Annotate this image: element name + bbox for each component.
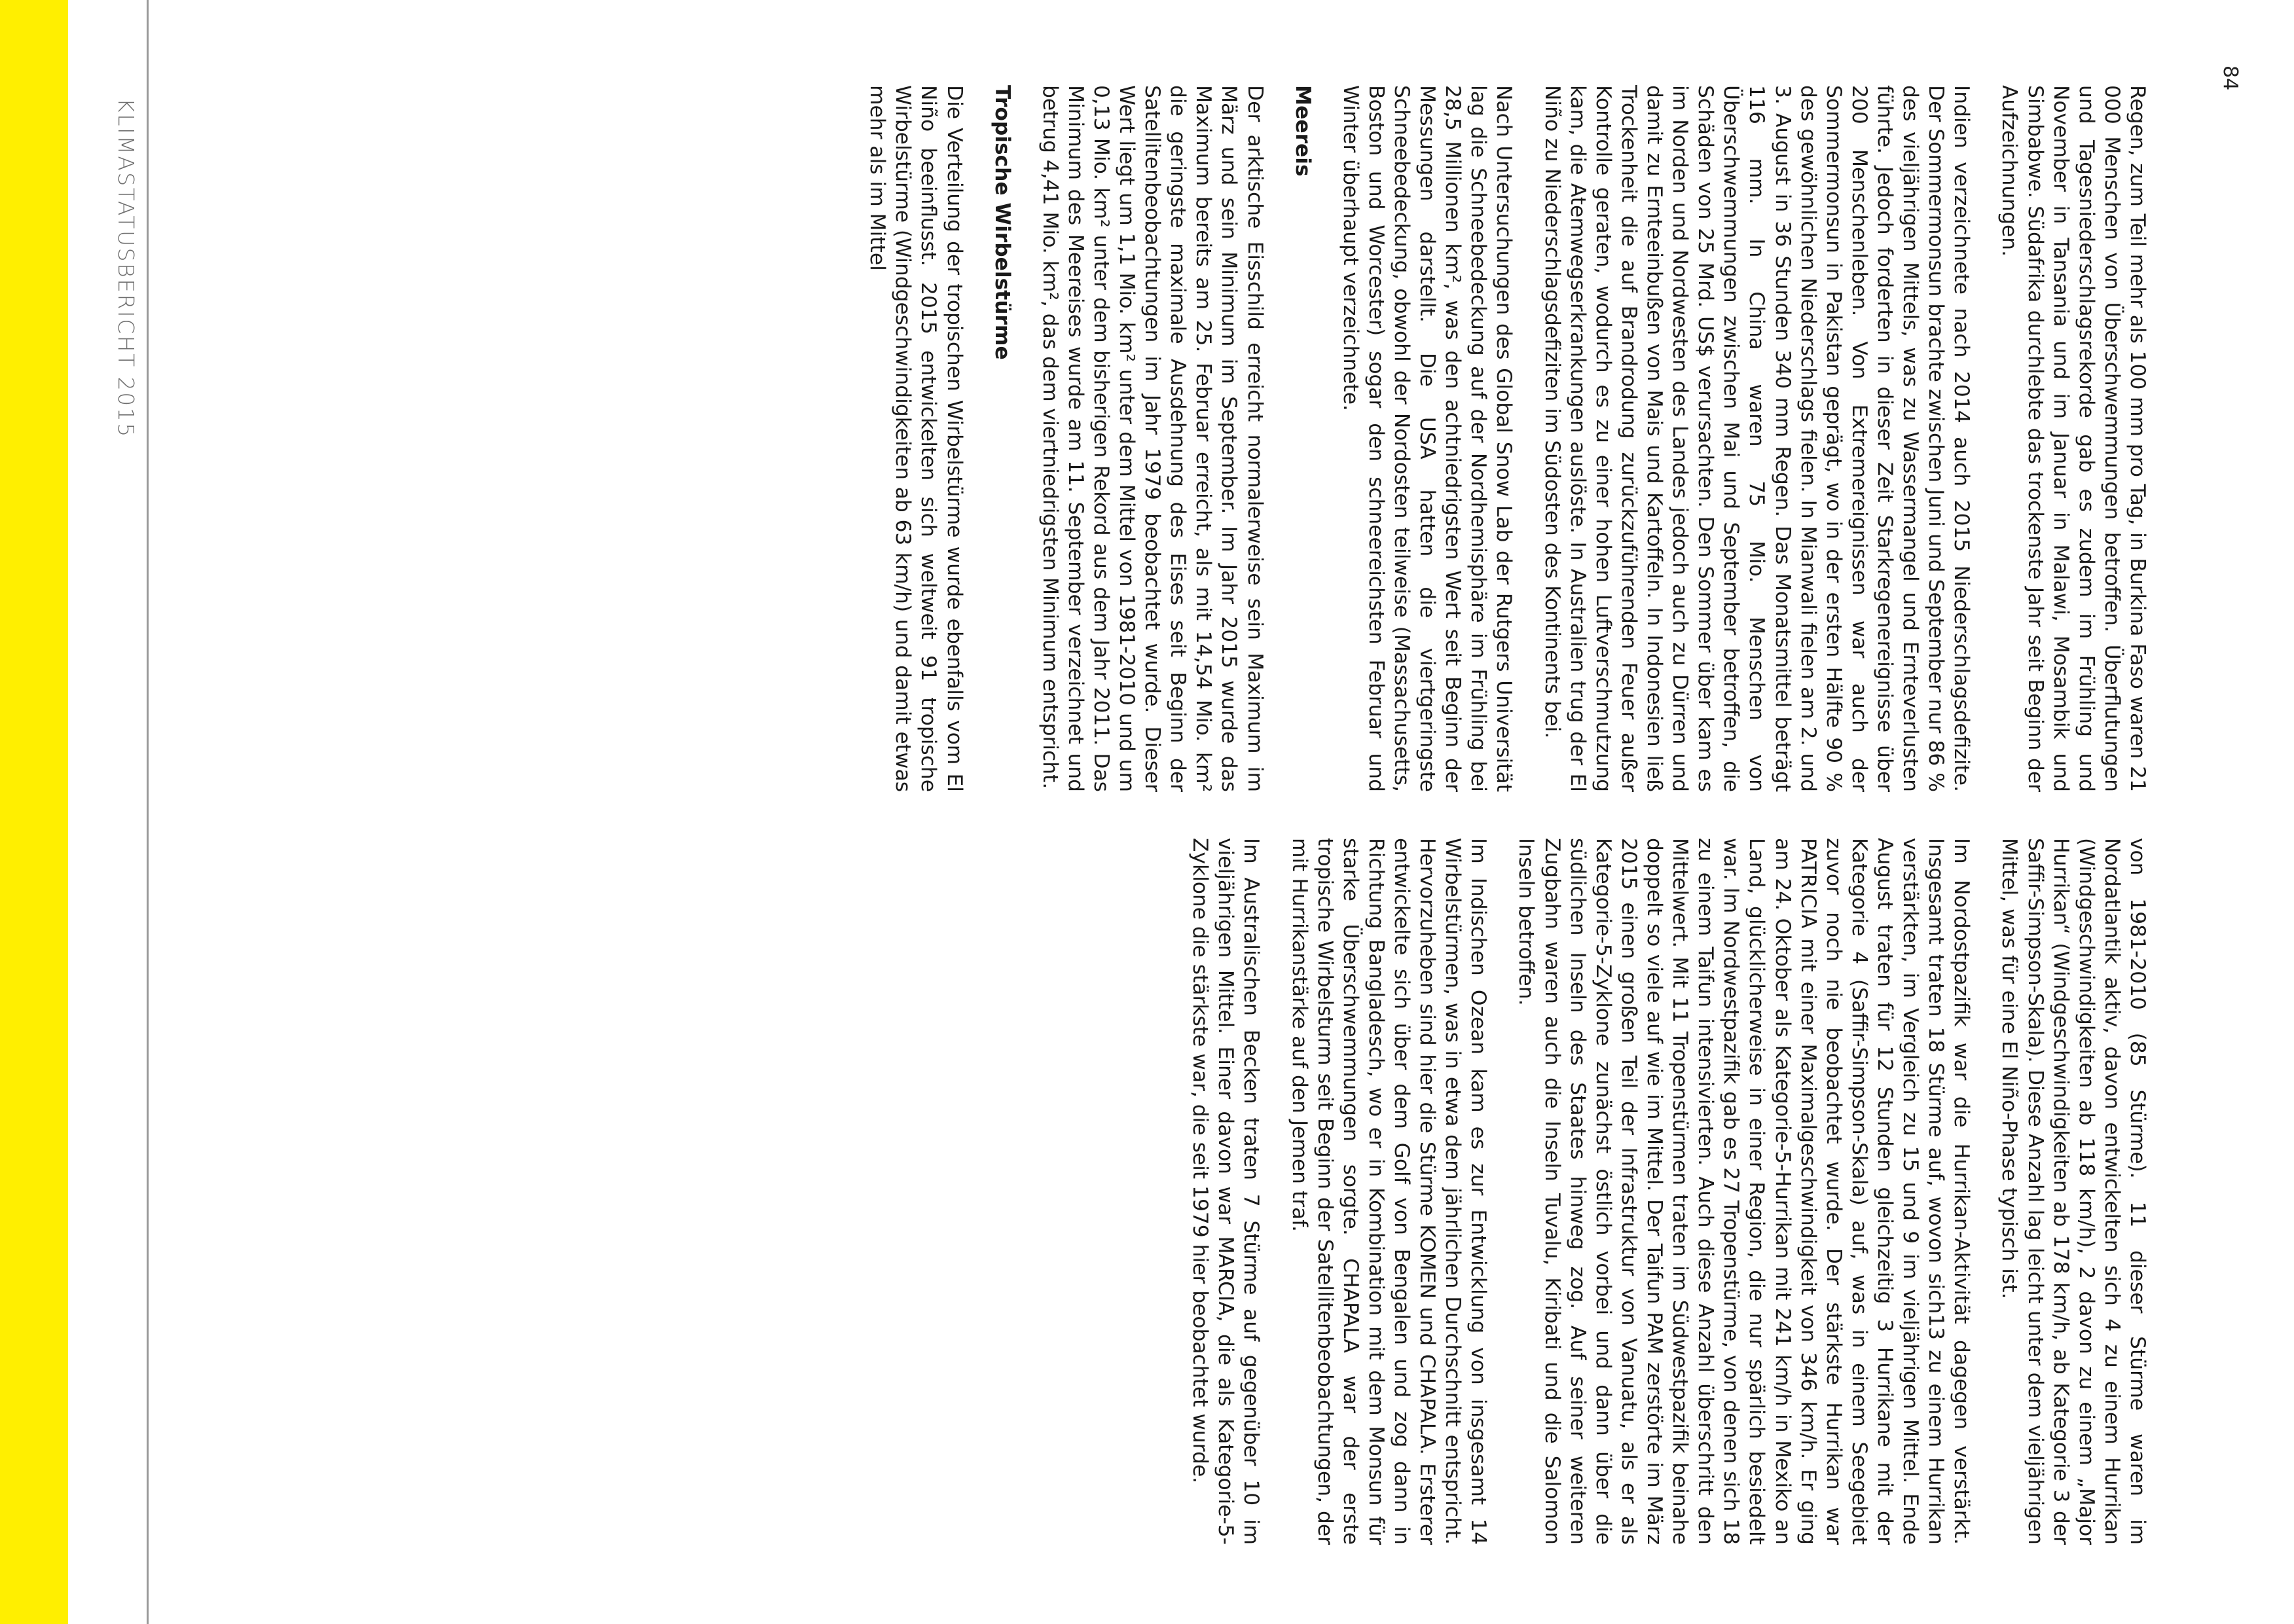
- paragraph-australian-basin: Im Australischen Becken traten 7 Stürme auf gegenüber 10 im vieljährigen Mittel. Einer davon war MARCIA, die als Kategorie-5-Zyklone die stärkste war, die seit 1979 hier beobachtet wurde.: [1188, 838, 1264, 1545]
- page-number: 84: [2219, 65, 2242, 91]
- section-heading-meereis: Meereis: [1290, 85, 1315, 177]
- paragraph-pacific: Im Nordostpazifik war die Hurrikan-Aktivität dagegen verstärkt. Insgesamt traten 18 Stürme auf, wovon sich13 zu einem Hurrikan verstärkten, im Vergleich zu 15 und 9 im vieljährigen Mittel. Ende August traten für 12 Stunden gleichzeitig 3 Hurrikane mit der Kategorie 4 (Saffir-Simpson-Skala) auf, was in einem Seegebiet zuvor noch nie beobachtet wurde. Der stärkste Hurrikan war PATRICIA mit einer Maximalgeschwindigkeit von 346 km/h. Er ging am 24. Oktober als Kategorie-5-Hurrikan mit 241 km/h in Mexiko an Land, glücklicherweise in einer Region, die nur spärlich besiedelt war. Im Nordwestpazifik gab es 27 Tropenstürme, von denen sich 18 zu einem Taifun intensivierten. Auch diese Anzahl überschritt den Mittelwert. Mit 11 Tropenstürmen traten im Südwestpazifik beinahe doppelt so viele auf wie im Mittel. Der Taifun PAM zerstörte im März 2015 einen großen Teil der Infrastruktur von Vanuatu, als er als Kategorie-5-Zyklone zunächst östlich vorbei und dann über die südlichen Inseln des Staates hinweg zog. Auf seiner weiteren Zugbahn waren auch die Inseln Tuvalu, Kiribati und die Salomon Inseln betroffen.: [1514, 838, 1974, 1545]
- paragraph-indian-ocean: Im Indischen Ozean kam es zur Entwicklung von insgesamt 14 Wirbelstürmen, was in etwa dem jährlichen Durchschnitt entspricht. Hervorzuheben sind hier die Stürme KOMEN und CHAPALA. Ersterer entwickelte sich über dem Golf von Bengalen und zog dann in Richtung Bangladesch, wo er in Kombination mit dem Monsun für starke Überschwemmungen sorgte. CHAPALA war der erste tropische Wirbelsturm seit Beginn der Satellitenbeobachtungen, der mit Hurrikanstärke auf den Jemen traf.: [1287, 838, 1491, 1545]
- paragraph-cyclones-intro: Die Verteilung der tropischen Wirbelstürme wurde ebenfalls vom El Niño beeinflusst. 2015 entwickelten sich weltweit 91 tropische Wirbelstürme (Windgeschwindigkeiten ab 63 km/h) und damit etwas mehr als im Mittel: [865, 85, 966, 792]
- header-divider-line: [147, 0, 149, 1624]
- left-text-column: [842, 85, 2150, 792]
- paragraph-snow-cover: Nach Untersuchungen des Global Snow Lab der Rutgers Universität lag die Schneebedeckung auf der Nordhemisphäre im Frühling bei 28,5 Millionen km², was den achtniedrigsten Wert seit Beginn der Messungen darstellt. Die USA hatten die viertgeringste Schneebedeckung, obwohl der Nordosten teilweise (Massachusetts, Boston und Worcester) sogar den schneereichsten Februar und Winter überhaupt verzeichnete.: [1338, 85, 1516, 792]
- report-title: KLIMASTATUSBERICHT 2015: [113, 98, 139, 439]
- section-heading-tropische-wirbelstuerme: Tropische Wirbelstürme: [990, 85, 1014, 360]
- paragraph-sea-ice: Der arktische Eisschild erreicht normalerweise sein Maximum im März und sein Minimum im September. Im Jahr 2015 wurde das Maximum bereits am 25. Februar erreicht, als mit 14,54 Mio. km² die geringste maximale Ausdehnung des Eises seit Beginn der Satellitenbeobachtungen im Jahr 1979 beobachtet wurde. Dieser Wert liegt um 1,1 Mio. km² unter dem Mittel von 1981-2010 und um 0,13 Mio. km² unter dem bisherigen Rekord aus dem Jahr 2011. Das Minimum des Meereises wurde am 11. September verzeichnet und betrug 4,41 Mio. km², das dem viertniedrigsten Minimum entspricht.: [1038, 85, 1267, 792]
- paragraph-north-atlantic: von 1981-2010 (85 Stürme). 11 dieser Stürme waren im Nordatlantik aktiv, davon entwickelten sich 4 zu einem Hurrikan (Windgeschwindigkeiten ab 118 km/h), 2 davon zu einem „Major Hurrikan“ (Windgeschwindigkeiten ab 178 km/h, ab Kategorie 3 der Saffir-Simpson-Skala). Diese Anzahl lag leicht unter dem vieljährigen Mittel, was für eine El Niño-Phase typisch ist.: [1997, 838, 2149, 1545]
- paragraph-asia-monsoon: Indien verzeichnete nach 2014 auch 2015 Niederschlagsdefizite. Der Sommermonsun brachte zwischen Juni und September nur 86 % des vieljährigen Mittels, was zu Wassermangel und Ernteverlusten führte. Jedoch forderten in dieser Zeit Starkregenereignisse über 200 Menschenleben. Von Extremereignissen war auch der Sommermonsun in Pakistan geprägt, wo in der ersten Hälfte 90 % des gewöhnlichen Niederschlags fielen. In Mianwali fielen am 2. und 3. August in 36 Stunden 340 mm Regen. Das Monatsmittel beträgt 116 mm. In China waren 75 Mio. Menschen von Überschwemmungen zwischen Mai und September betroffen, die Schäden von 25 Mrd. US$ verursachten. Den Sommer über kam es im Norden und Nordwesten des Landes jedoch auch zu Dürren und damit zu Ernteeinbußen von Mais und Kartoffeln. In Indonesien ließ Trockenheit die auf Brandrodung zurückzuführenden Feuer außer Kontrolle geraten, wodurch es zu einer hohen Luftverschmutzung kam, die Atemwegserkrankungen auslöste. In Australien trug der El Niño zu Niederschlagsdefiziten im Südosten des Kontinents bei.: [1540, 85, 1974, 792]
- yellow-header-bar: [0, 0, 68, 1624]
- right-text-column: [1165, 838, 2150, 1545]
- paragraph-africa-rain: Regen, zum Teil mehr als 100 mm pro Tag, in Burkina Faso waren 21 000 Menschen von Überschwemmungen betroffen. Überflutungen und Tagesniederschlagsrekorde gab es zudem im Frühling und November in Tansania und im Januar in Malawi, Mosambik und Simbabwe. Südafrika durchlebte das trockenste Jahr seit Beginn der Aufzeichnungen.: [1997, 85, 2149, 792]
